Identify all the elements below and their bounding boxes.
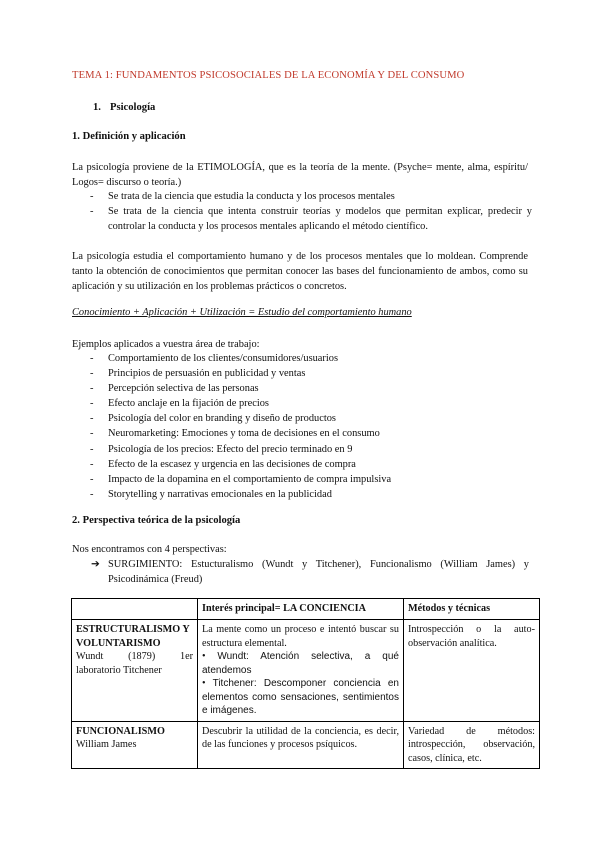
interest-cell [198,620,404,722]
list-item: - Principios de persuasión en publicidad y ventas [90,368,306,380]
list-item: - Neuromarketing: Emociones y toma de decisiones en el consumo [90,428,380,440]
list-item: - Efecto de la escasez y urgencia en las decisiones de compra [90,458,356,470]
list-item: - Storytelling y narrativas emocionales en la publicidad [90,488,332,500]
intro-paragraph: La psicología proviene de la ETIMOLOGÍA, que es la teoría de la mente. (Psyche= mente, alma, espíritu/ Logos= discurso o teoría.) [72,162,528,188]
interest-cell: Descubrir la utilidad de la conciencia, es decir, de las funciones y procesos psíquicos. [198,721,404,769]
header-cell-interest: Interés principal= LA CONCIENCIA [198,599,404,620]
heading-definicion: 1. Definición y aplicación [72,131,186,142]
methods-cell: Variedad de métodos: introspección, observación, casos, clínica, etc. [404,721,540,769]
list-item: - Psicología del color en branding y diseño de productos [90,413,336,425]
list-item: - Psicología de los precios: Efecto del precio terminado en 9 [90,443,353,455]
formula-line: Conocimiento + Aplicación + Utilización = Estudio del comportamiento humano [72,307,412,318]
perspectives-intro: Nos encontramos con 4 perspectivas: [72,544,227,555]
arrow-list-item [91,557,529,587]
arrow-item-text: SURGIMIENTO: Estucturalismo (Wundt y Titchener), Funcionalismo (William James) y Psicodinámica (Freud) [108,559,529,585]
table-header-row [72,599,540,620]
list-item: - Impacto de la dopamina en el comportamiento de compra impulsiva [90,473,392,485]
list-item: - Comportamiento de los clientes/consumidores/usuarios [90,353,338,364]
header-cell-empty [72,599,198,620]
arrow-icon: ➔ [91,559,100,570]
row-subtitle: Wundt (1879) 1er laboratorio Titchener [76,651,193,676]
header-cell-methods: Métodos y técnicas [404,599,540,620]
interest-intro: La mente como un proceso e intentó buscar su estructura elemental. [202,624,399,649]
table-row [72,620,540,722]
row-title: FUNCIONALISMO [76,725,165,737]
section-heading-psicologia [93,102,155,113]
paragraph-comportamiento: La psicología estudia el comportamiento humano y de los procesos mentales que lo moldean. Comprende tanto la obtención de conocimientos que permitan conocer las bases del funcionamiento de ambos, como su aplicación y su utilización en los problemas prácticos o concretos. [72,251,528,292]
row-subtitle: William James [76,739,137,750]
row-label-cell [72,721,198,769]
document-title: TEMA 1: FUNDAMENTOS PSICOSOCIALES DE LA ECONOMÍA Y DEL CONSUMO [72,70,465,81]
examples-intro: Ejemplos aplicados a vuestra área de trabajo: [72,339,260,350]
section-label: Psicología [110,102,156,113]
row-label-cell [72,620,198,722]
section-number: 1. [93,102,101,113]
methods-cell: Introspección o la auto-observación analítica. [404,620,540,722]
list-item: - Se trata de la ciencia que intenta construir teorías y modelos que permitan explicar, predecir y controlar la conducta y los procesos mentales aplicando el método científico. [90,206,532,233]
list-item: - Percepción selectiva de las personas [90,383,259,395]
list-item: - Se trata de la ciencia que estudia la conducta y los procesos mentales [90,191,395,202]
list-item: - Efecto anclaje en la fijación de precios [90,398,269,410]
table-row [72,721,540,769]
row-title: ESTRUCTURALISMO Y VOLUNTARISMO [76,624,190,649]
interest-point: • Titchener: Descomponer conciencia en elementos como sensaciones, sentimientos e imágenes. [202,678,399,716]
intro-bullet-list [72,189,532,234]
examples-list [72,351,532,502]
heading-perspectiva: 2. Perspectiva teórica de la psicología [72,515,241,526]
interest-point: • Wundt: Atención selectiva, a qué atendemos [202,651,399,676]
perspectives-table [71,598,540,769]
